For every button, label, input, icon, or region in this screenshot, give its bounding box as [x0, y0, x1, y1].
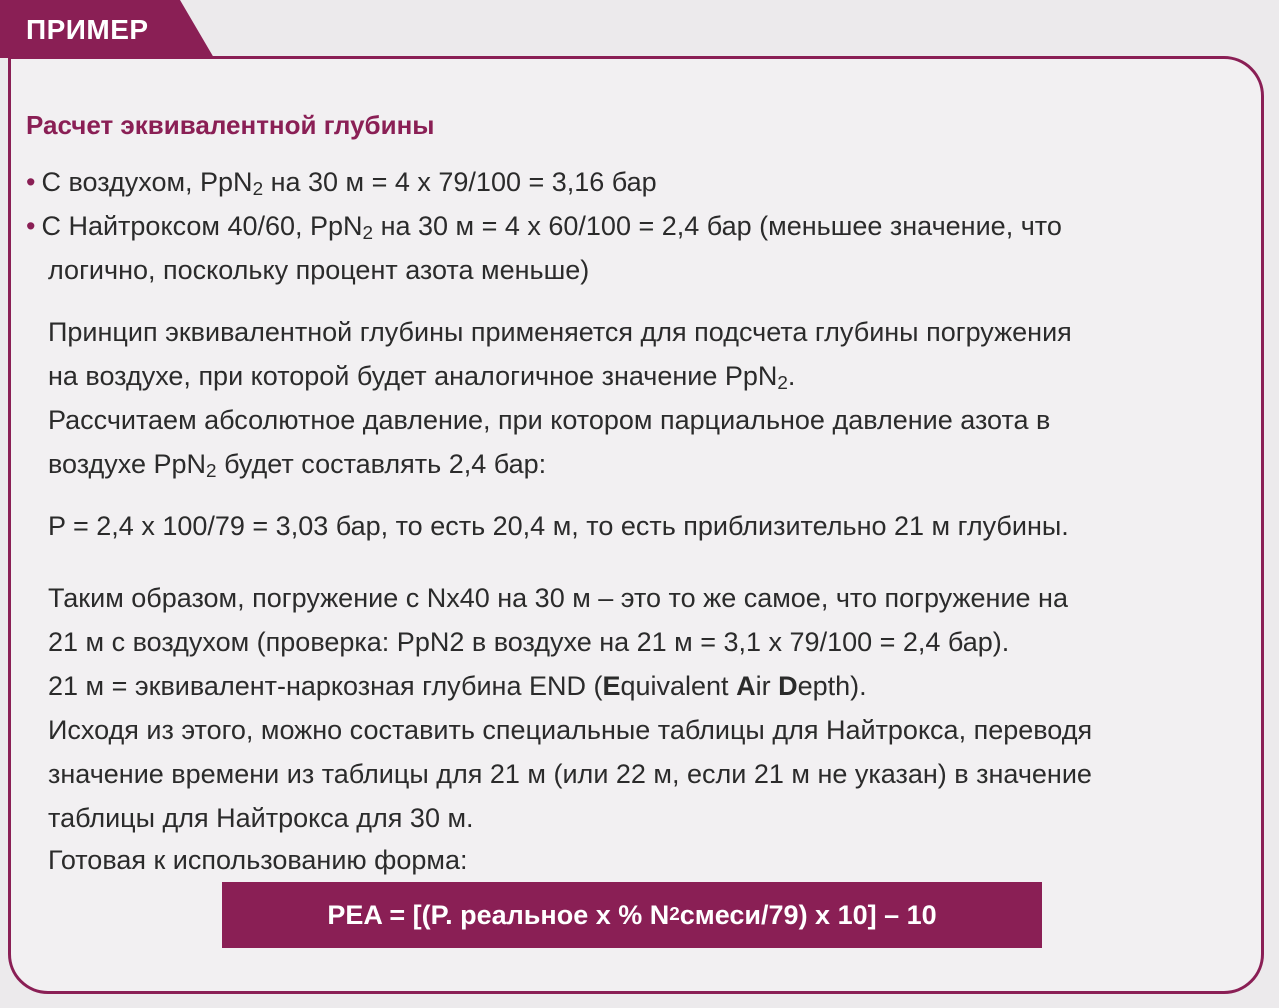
calculation-line: P = 2,4 x 100/79 = 3,03 бар, то есть 20,4 м, то есть приблизительно 21 м глубины. [48, 511, 1069, 541]
formula-box: PEA = [(P. реальное x % N 2 смеси/79) x 10] – 10 [222, 882, 1042, 948]
paragraph-line: Готовая к использованию форма: [48, 845, 468, 875]
bullet-nitrox-continuation: логично, поскольку процент азота меньше) [48, 255, 590, 285]
tab-label: ПРИМЕР [26, 14, 149, 45]
bullet-dot-icon: • [26, 211, 36, 241]
paragraph-line: Исходя из этого, можно составить специальные таблицы для Найтрокса, переводя [48, 715, 1093, 745]
paragraph-line: 21 м с воздухом (проверка: PpN2 в воздухе на 21 м = 3,1 x 79/100 = 2,4 бар). [48, 627, 1010, 657]
paragraph-line: воздухе PpN$_2$ будет составлять 2,4 бар: [48, 449, 547, 482]
bullet-dot-icon: • [26, 167, 36, 197]
section-title: Расчет эквивалентной глубины [26, 110, 435, 140]
paragraph-line: значение времени из таблицы для 21 м (или 22 м, если 21 м не указан) в значение [48, 759, 1092, 789]
paragraph-line: Рассчитаем абсолютное давление, при котором парциальное давление азота в [48, 405, 1051, 435]
end-definition-line: 21 м = эквивалент-наркозная глубина END (Equivalent Air Depth). [48, 671, 867, 701]
paragraph-line: на воздухе, при которой будет аналогичное значение PpN$_2$. [48, 361, 796, 394]
bullet-air: • С воздухом, PpN$_2$ на 30 м = 4 x 79/100 = 3,16 бар [26, 167, 657, 200]
paragraph-line: Принцип эквивалентной глубины применяется для подсчета глубины погружения [48, 317, 1072, 347]
paragraph-line: таблицы для Найтрокса для 30 м. [48, 803, 474, 833]
bullet-nitrox: • С Найтроксом 40/60, PpN$_2$ на 30 м = 4 x 60/100 = 2,4 бар (меньшее значение, что [26, 211, 1062, 244]
paragraph-line: Таким образом, погружение с Nx40 на 30 м – это то же самое, что погружение на [48, 583, 1068, 613]
